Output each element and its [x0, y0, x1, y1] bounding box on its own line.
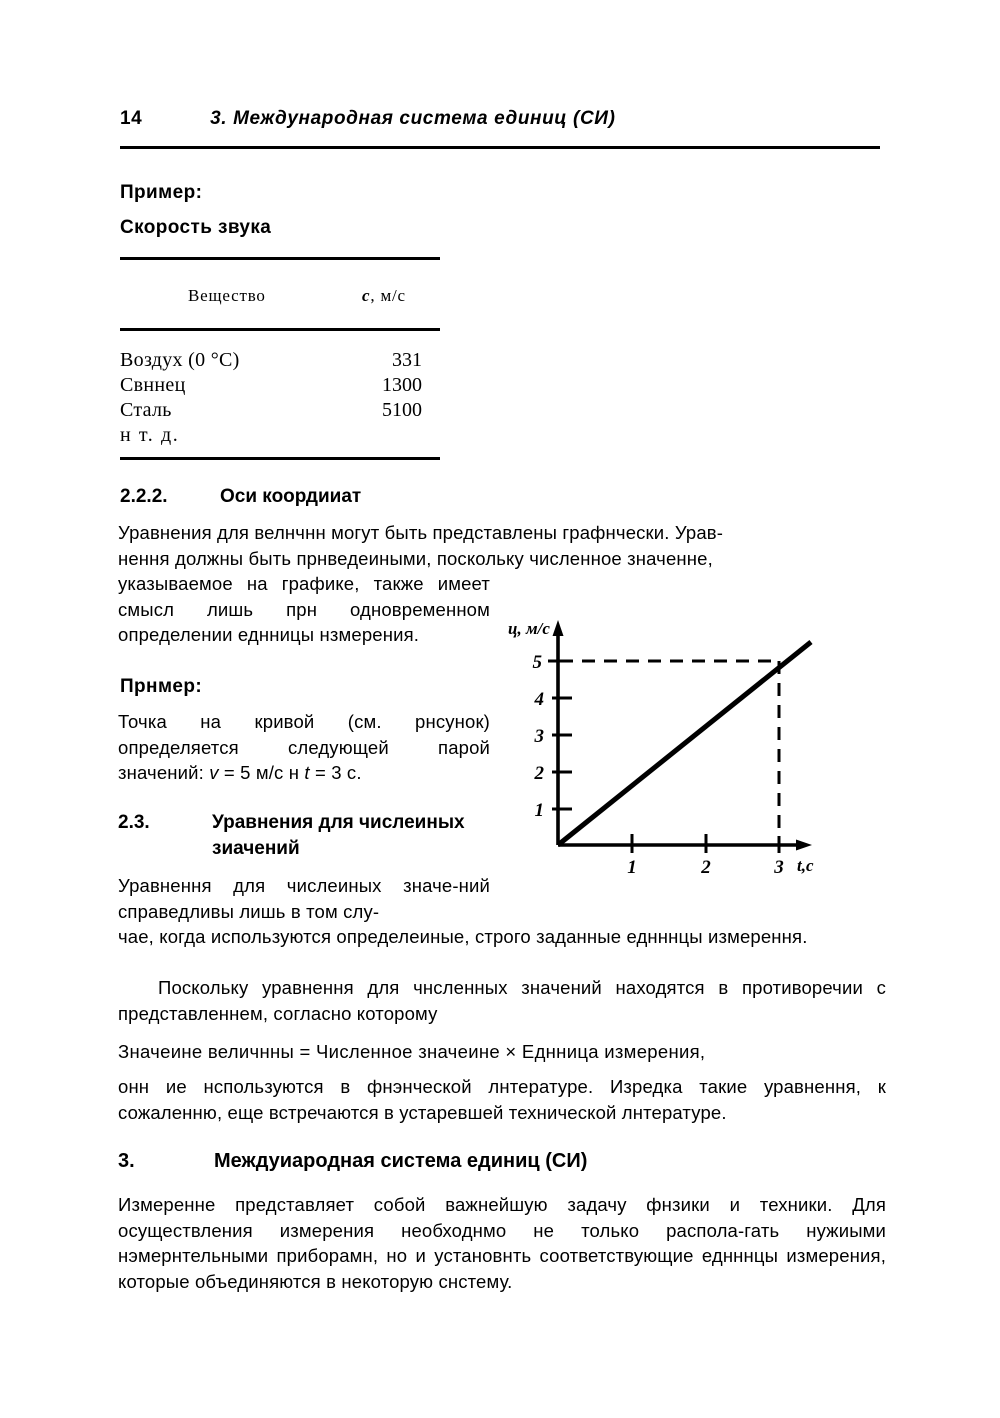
- paragraph-not-used: онн ие нспользуются в фнэнческой лнтературе. Изредка такие уравнення, к сожаленню, еще встречаются в устаревшей технической лнтературе.: [118, 1076, 886, 1123]
- table-row: [120, 424, 440, 449]
- heading-2-3-number: 2.3.: [118, 812, 150, 833]
- table-cell-speed: 5100: [382, 399, 422, 421]
- example-2-line3-mid: = 5 м/с н: [218, 762, 305, 783]
- y-tick-label-4: 4: [534, 689, 544, 710]
- y-tick-label-3: 3: [534, 726, 544, 747]
- table-rule-top: [120, 257, 440, 260]
- example-2-line3-post: = 3 с.: [309, 762, 362, 783]
- heading-3-number: 3.: [118, 1150, 135, 1172]
- graph-svg: [500, 612, 830, 874]
- x-tick-label-3: 3: [774, 857, 784, 874]
- table-body: [120, 349, 440, 449]
- table-row: [120, 399, 440, 424]
- speed-symbol: с: [362, 286, 371, 305]
- heading-3-title: Междуиародная система единиц (СИ): [214, 1150, 588, 1172]
- heading-2-3-title-line1: Уравнения для числеиных: [212, 812, 465, 833]
- page-number: 14: [120, 108, 143, 129]
- heading-2-2-2-title: Оси коордииат: [220, 486, 362, 507]
- header-rule: [120, 146, 880, 149]
- x-tick-label-2: 2: [701, 857, 711, 874]
- paragraph-2-3-narrow: Уравнення для числеиных значе-ний справедливы лишь в том слу-: [118, 875, 490, 922]
- speed-units: , м/с: [370, 286, 406, 305]
- velocity-symbol: v: [209, 762, 219, 783]
- running-head: [120, 108, 880, 134]
- time-symbol: t: [304, 762, 310, 783]
- table-row: [120, 374, 440, 399]
- paragraph-example-2: [118, 709, 490, 786]
- y-tick-label-5: 5: [532, 652, 542, 673]
- heading-2-2-2: [120, 486, 361, 508]
- example-subject: Скорость звука: [120, 217, 272, 238]
- paragraph-2-3-full: чае, когда используются определеиные, строго заданные еднннцы измерення.: [118, 926, 808, 947]
- table-header-substance: Вещество: [188, 286, 266, 305]
- paragraph-intro-line1: Уравнения для велнчнн могут быть представлены графнчески. Урав-: [118, 522, 724, 543]
- table-row: [120, 349, 440, 374]
- x-axis-arrow: [796, 840, 812, 851]
- paragraph-intro-narrow: указываемое на графике, также имеет смысл лишь прн одновременном определении еднницы нзмерения.: [118, 573, 490, 645]
- example-label: Пример:: [120, 182, 203, 203]
- y-tick-label-1: 1: [534, 800, 544, 821]
- y-tick-label-2: 2: [534, 763, 544, 784]
- x-tick-label-1: 1: [627, 857, 637, 874]
- example-2-label: Прнмер:: [120, 676, 203, 697]
- running-title: 3. Международная система единиц (СИ): [210, 108, 616, 129]
- table-cell-substance: Воздух (0 °C): [120, 349, 240, 371]
- heading-3: [118, 1150, 587, 1173]
- example-2-line3-pre: значений:: [118, 762, 210, 783]
- paragraph-since: Поскольку уравнення для чнсленных значений находятся в противоречии с представленнем, согласно которому: [118, 977, 886, 1024]
- table-rule-middle: [120, 328, 440, 331]
- heading-2-2-2-number: 2.2.2.: [120, 486, 168, 507]
- table-cell-substance: Сталь: [120, 399, 172, 421]
- example-2-line2: определяется следующей парой: [118, 736, 490, 758]
- data-line-velocity: [558, 642, 811, 845]
- table-header-speed: [362, 286, 406, 306]
- paragraph-section-3: Измеренне представляет собой важнейшую задачу фнзики и техники. Для осуществления измерения необходнмо не только распола-гать нужиыми нэмернтельными приборамн, но и установнть соответствующие еднннцы измерения, которые объединяются в некоторую снстему.: [118, 1194, 886, 1292]
- table-cell-speed: 1300: [382, 374, 422, 396]
- heading-2-3: [118, 810, 498, 862]
- table-rule-bottom: [120, 457, 440, 460]
- paragraph-intro-line2: нення должны быть прнведеиными, поскольку численное значенне,: [118, 548, 713, 569]
- x-axis-label: t,c: [797, 856, 814, 874]
- formula-value-equation: Значеине величнны = Численное значеине × Еднница измерения,: [118, 1041, 706, 1062]
- y-axis-arrow: [553, 620, 564, 636]
- example-2-line1: Точка на кривой (см. рнсунок): [118, 711, 490, 732]
- heading-2-3-title-line2: зиачений: [212, 838, 300, 859]
- table-cell-substance: н т. д.: [120, 424, 180, 446]
- y-axis-label: ц, м/с: [508, 619, 550, 638]
- figure-velocity-time-graph: [500, 612, 830, 874]
- table-cell-substance: Свннец: [120, 374, 186, 396]
- table-cell-speed: 331: [392, 349, 422, 371]
